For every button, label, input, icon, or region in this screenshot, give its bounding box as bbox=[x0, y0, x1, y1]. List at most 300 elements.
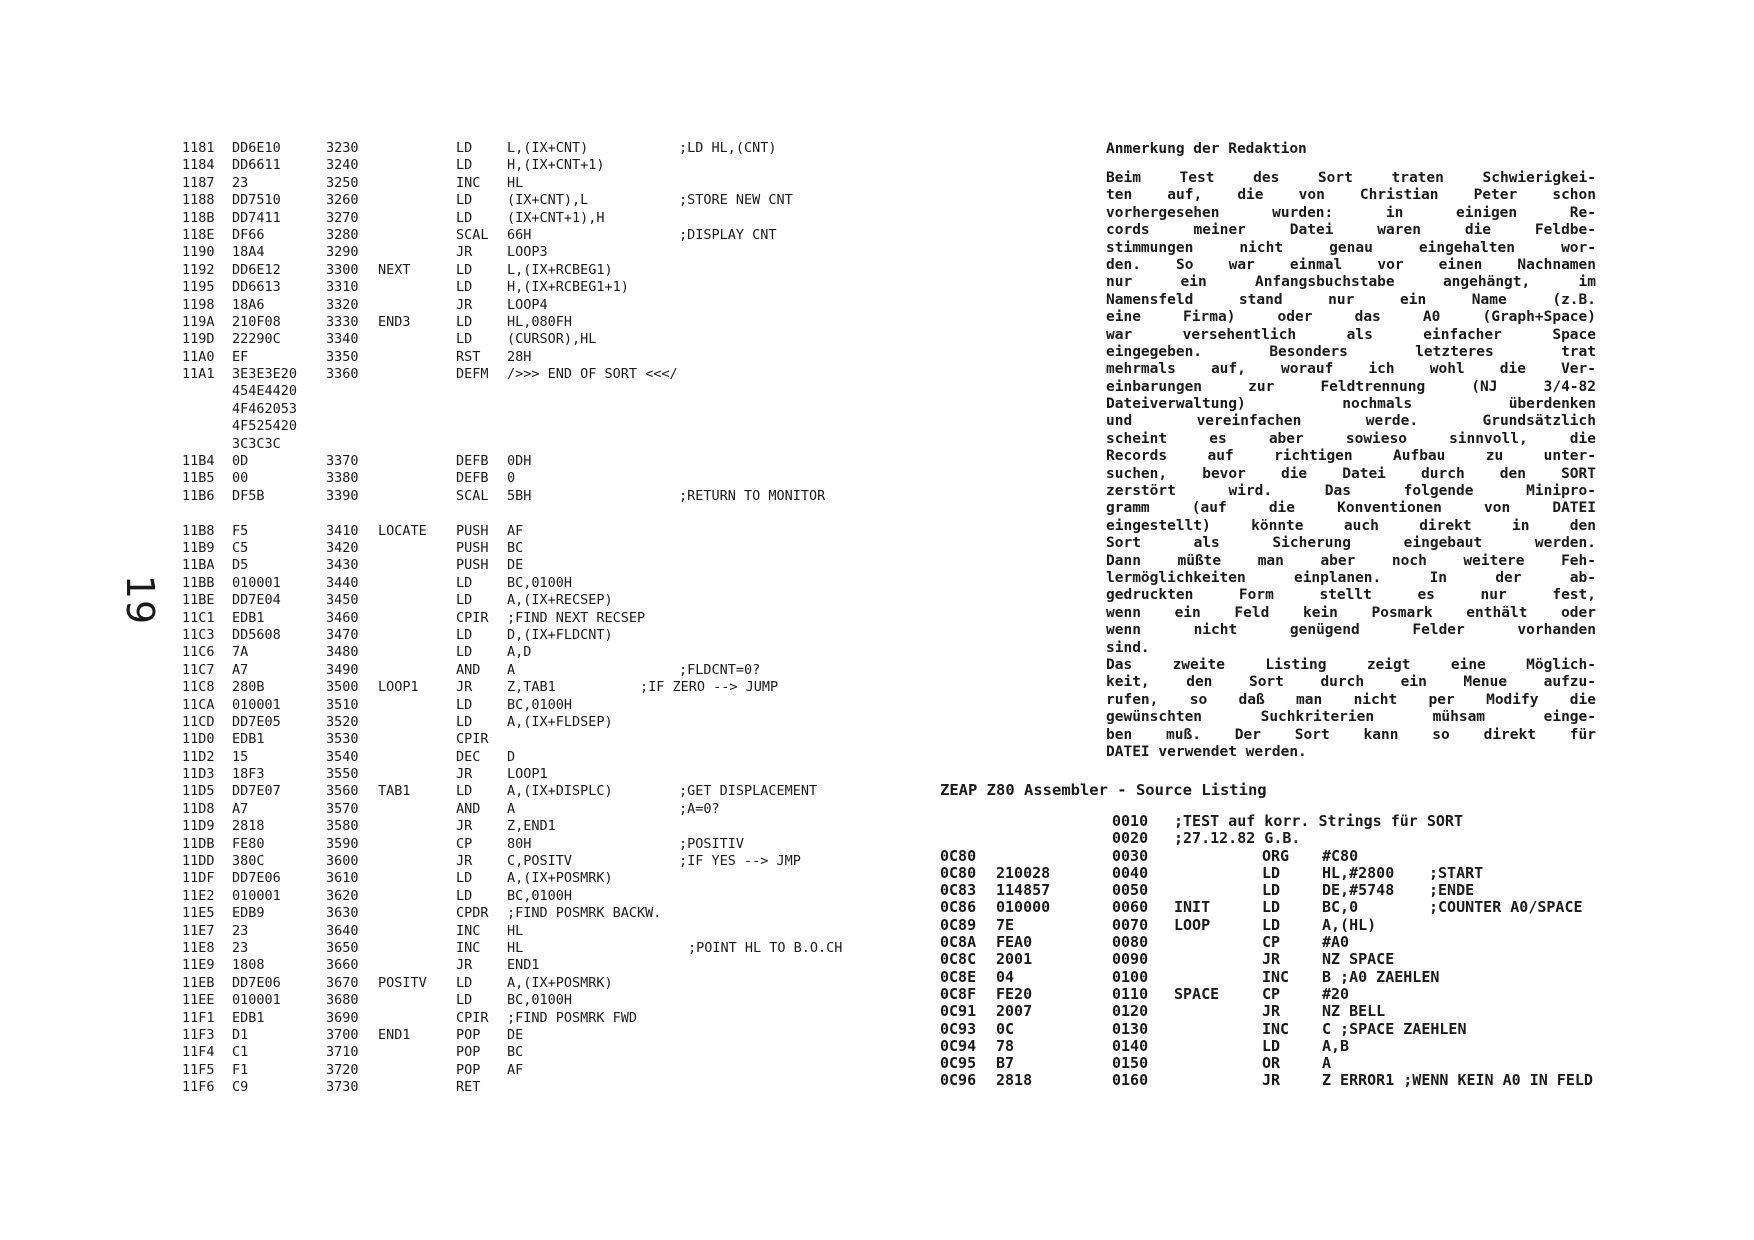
listing-addr: 11D2 bbox=[182, 748, 215, 765]
listing-arg: H,(IX+CNT+1) bbox=[507, 157, 605, 174]
listing-hex: 23 bbox=[232, 939, 249, 956]
listing-row bbox=[182, 1027, 942, 1044]
listing-hex: DD6E10 bbox=[232, 140, 281, 156]
listing-hex: C5 bbox=[232, 539, 249, 556]
zeap-addr: 0C8F bbox=[940, 984, 977, 1003]
listing-arg: A,(IX+DISPLC) bbox=[507, 783, 613, 800]
editorial-note bbox=[1106, 138, 1596, 761]
listing-arg: D bbox=[507, 748, 516, 765]
zeap-line: 0020 bbox=[1112, 829, 1149, 848]
zeap-label: SPACE bbox=[1174, 984, 1220, 1003]
listing-row bbox=[182, 210, 942, 227]
listing-row bbox=[182, 349, 942, 366]
listing-line: 3500 bbox=[326, 679, 359, 696]
listing-addr: 1190 bbox=[182, 244, 215, 261]
listing-addr: 11D3 bbox=[182, 766, 215, 783]
listing-row bbox=[182, 401, 942, 418]
listing-line: 3480 bbox=[326, 644, 359, 661]
zeap-hex: 2818 bbox=[996, 1071, 1033, 1090]
note-line: ten auf, die von Christian Peter schon bbox=[1106, 187, 1596, 204]
note-line: gedruckten Form stellt es nur fest, bbox=[1106, 587, 1596, 604]
listing-line: 3540 bbox=[326, 748, 359, 765]
listing-arg: 80H bbox=[507, 835, 532, 852]
listing-row bbox=[182, 575, 942, 592]
listing-hex: 3C3C3C bbox=[232, 435, 281, 452]
listing-addr: 11B4 bbox=[182, 453, 215, 470]
zeap-row bbox=[940, 1003, 1720, 1020]
listing-row bbox=[182, 783, 942, 800]
listing-arg: HL bbox=[507, 174, 524, 191]
listing-op: POP bbox=[456, 1026, 481, 1043]
listing-row bbox=[182, 697, 942, 714]
note-line: wenn nicht genügend Felder vorhanden bbox=[1106, 622, 1596, 639]
listing-addr: 11B5 bbox=[182, 470, 215, 487]
listing-row bbox=[182, 836, 942, 853]
zeap-arg: ;TEST auf korr. Strings für SORT bbox=[1174, 812, 1463, 830]
listing-row bbox=[182, 470, 942, 487]
listing-line: 3260 bbox=[326, 192, 359, 209]
note-line: scheint es aber sowieso sinnvoll, die bbox=[1106, 430, 1596, 447]
listing-arg: BC,0100H bbox=[507, 574, 573, 591]
zeap-hex: 2001 bbox=[996, 950, 1033, 969]
listing-op: LD bbox=[456, 626, 473, 643]
zeap-hex: 210028 bbox=[996, 863, 1051, 882]
listing-line: 3390 bbox=[326, 487, 359, 504]
listing-line: 3720 bbox=[326, 1061, 359, 1078]
listing-addr: 11F1 bbox=[182, 1009, 215, 1026]
listing-line: 3560 bbox=[326, 783, 359, 800]
listing-op: DEFB bbox=[456, 470, 489, 487]
zeap-hex: 78 bbox=[996, 1036, 1015, 1055]
listing-row bbox=[182, 592, 942, 609]
listing-row bbox=[182, 1010, 942, 1027]
note-line: eingegeben. Besonders letzteres trat bbox=[1106, 343, 1596, 360]
listing-op: LD bbox=[456, 574, 473, 591]
note-title: Anmerkung der Redaktion bbox=[1106, 141, 1307, 157]
listing-line: 3690 bbox=[326, 1009, 359, 1026]
zeap-arg: A bbox=[1322, 1054, 1332, 1073]
listing-label: NEXT bbox=[378, 261, 411, 278]
listing-arg: 66H bbox=[507, 226, 532, 243]
assembler-listing-left bbox=[182, 140, 942, 1096]
zeap-arg: #20 bbox=[1322, 984, 1350, 1003]
listing-row bbox=[182, 714, 942, 731]
listing-line: 3460 bbox=[326, 609, 359, 626]
zeap-arg: C ;SPACE ZAEHLEN bbox=[1322, 1019, 1467, 1038]
listing-hex: 1808 bbox=[232, 957, 265, 974]
listing-line: 3520 bbox=[326, 713, 359, 730]
listing-addr: 11BB bbox=[182, 574, 215, 591]
zeap-row bbox=[940, 1055, 1720, 1072]
listing-hex: EDB1 bbox=[232, 731, 265, 748]
listing-op: POP bbox=[456, 1061, 481, 1078]
zeap-arg: Z ERROR1 ;WENN KEIN A0 IN FELD bbox=[1322, 1071, 1593, 1090]
note-line: Beim Test des Sort traten Schwierigkei- bbox=[1106, 170, 1596, 186]
note-line: zerstört wird. Das folgende Minipro- bbox=[1106, 483, 1596, 500]
listing-label: END3 bbox=[378, 313, 411, 330]
note-line: stimmungen nicht genau eingehalten wor- bbox=[1106, 239, 1596, 256]
zeap-line: 0100 bbox=[1112, 967, 1149, 986]
zeap-op: LD bbox=[1262, 881, 1281, 900]
listing-row bbox=[182, 331, 942, 348]
listing-op: SCAL bbox=[456, 226, 489, 243]
listing-arg: LOOP1 bbox=[507, 766, 548, 783]
listing-op: INC bbox=[456, 922, 481, 939]
listing-row bbox=[182, 992, 942, 1009]
listing-line: 3510 bbox=[326, 696, 359, 713]
listing-line: 3350 bbox=[326, 348, 359, 365]
listing-hex: 00 bbox=[232, 470, 249, 487]
listing-row bbox=[182, 888, 942, 905]
listing-hex: 010001 bbox=[232, 887, 281, 904]
listing-op: LD bbox=[456, 279, 473, 296]
listing-op: JR bbox=[456, 818, 473, 835]
note-line: ben muß. Der Sort kann so direkt für bbox=[1106, 726, 1596, 743]
listing-row bbox=[182, 540, 942, 557]
listing-row bbox=[182, 453, 942, 470]
zeap-line: 0060 bbox=[1112, 898, 1149, 917]
listing-addr: 1195 bbox=[182, 279, 215, 296]
zeap-addr: 0C86 bbox=[940, 898, 977, 917]
listing-hex: 2818 bbox=[232, 818, 265, 835]
listing-hex: C1 bbox=[232, 1044, 249, 1061]
zeap-op: ORG bbox=[1262, 846, 1290, 865]
listing-addr: 11C7 bbox=[182, 661, 215, 678]
listing-arg: Z,END1 bbox=[507, 818, 556, 835]
zeap-comment: ;START bbox=[1429, 863, 1484, 882]
zeap-op: JR bbox=[1262, 1002, 1281, 1021]
listing-addr: 11B6 bbox=[182, 487, 215, 504]
listing-op: LD bbox=[456, 192, 473, 209]
listing-addr: 1187 bbox=[182, 174, 215, 191]
listing-op: LD bbox=[456, 209, 473, 226]
listing-comment: ;FLDCNT=0? bbox=[679, 661, 761, 678]
listing-line: 3380 bbox=[326, 470, 359, 487]
listing-row bbox=[182, 749, 942, 766]
zeap-arg: A,(HL) bbox=[1322, 915, 1377, 934]
zeap-hex: 010000 bbox=[996, 898, 1051, 917]
listing-op: SCAL bbox=[456, 487, 489, 504]
zeap-line: 0140 bbox=[1112, 1036, 1149, 1055]
listing-comment: ;POSITIV bbox=[679, 835, 745, 852]
listing-arg: AF bbox=[507, 522, 524, 539]
listing-arg: 28H bbox=[507, 348, 532, 365]
listing-op: LD bbox=[456, 713, 473, 730]
listing-addr: 11A1 bbox=[182, 366, 215, 383]
listing-row bbox=[182, 679, 942, 696]
listing-line: 3320 bbox=[326, 296, 359, 313]
listing-line: 3300 bbox=[326, 261, 359, 278]
listing-row bbox=[182, 801, 942, 818]
listing-hex: 280B bbox=[232, 679, 265, 696]
note-line: Das zweite Listing zeigt eine Möglich- bbox=[1106, 656, 1596, 673]
listing-arg: A,(IX+RECSEP) bbox=[507, 592, 613, 609]
listing-addr: 11EE bbox=[182, 992, 215, 1009]
listing-addr: 11EB bbox=[182, 974, 215, 991]
listing-hex: 454E4420 bbox=[232, 383, 298, 400]
listing-op: LD bbox=[456, 140, 473, 156]
listing-hex: A7 bbox=[232, 661, 249, 678]
zeap-line: 0070 bbox=[1112, 915, 1149, 934]
zeap-addr: 0C80 bbox=[940, 863, 977, 882]
listing-op: PUSH bbox=[456, 557, 489, 574]
listing-row bbox=[182, 505, 942, 522]
zeap-line: 0130 bbox=[1112, 1019, 1149, 1038]
listing-arg: HL,080FH bbox=[507, 313, 573, 330]
listing-row bbox=[182, 662, 942, 679]
zeap-arg: A,B bbox=[1322, 1036, 1350, 1055]
listing-row bbox=[182, 227, 942, 244]
listing-hex: DD7E07 bbox=[232, 783, 281, 800]
listing-line: 3570 bbox=[326, 800, 359, 817]
listing-arg: Z,TAB1 bbox=[507, 679, 556, 696]
listing-line: 3580 bbox=[326, 818, 359, 835]
listing-hex: DD7E06 bbox=[232, 974, 281, 991]
listing-op: LD bbox=[456, 157, 473, 174]
listing-line: 3650 bbox=[326, 939, 359, 956]
page-number: 19 bbox=[118, 574, 163, 626]
listing-hex: 010001 bbox=[232, 696, 281, 713]
listing-op: JR bbox=[456, 957, 473, 974]
note-line: keit, den Sort durch ein Menue aufzu- bbox=[1106, 674, 1596, 691]
listing-hex: 3E3E3E20 bbox=[232, 366, 298, 383]
zeap-hex: 2007 bbox=[996, 1002, 1033, 1021]
zeap-row bbox=[940, 986, 1720, 1003]
listing-addr: 11D0 bbox=[182, 731, 215, 748]
listing-op: JR bbox=[456, 244, 473, 261]
listing-comment: ;A=0? bbox=[679, 800, 720, 817]
listing-addr: 11C8 bbox=[182, 679, 215, 696]
zeap-line: 0160 bbox=[1112, 1071, 1149, 1090]
listing-line: 3670 bbox=[326, 974, 359, 991]
zeap-hex: 0C bbox=[996, 1019, 1015, 1038]
listing-arg: />>> END OF SORT <<</ bbox=[507, 366, 678, 383]
listing-arg: 0 bbox=[507, 470, 516, 487]
listing-hex: DD6611 bbox=[232, 157, 281, 174]
listing-row bbox=[182, 1044, 942, 1061]
listing-op: LD bbox=[456, 870, 473, 887]
listing-row bbox=[182, 975, 942, 992]
listing-row bbox=[182, 175, 942, 192]
listing-addr: 118B bbox=[182, 209, 215, 226]
listing-row bbox=[182, 610, 942, 627]
listing-line: 3450 bbox=[326, 592, 359, 609]
listing-line: 3360 bbox=[326, 366, 359, 383]
listing-addr: 11E5 bbox=[182, 905, 215, 922]
note-line: und vereinfachen werde. Grundsätzlich bbox=[1106, 413, 1596, 430]
listing-hex: 18A4 bbox=[232, 244, 265, 261]
listing-op: LD bbox=[456, 313, 473, 330]
note-body bbox=[1106, 170, 1596, 761]
listing-line: 3370 bbox=[326, 453, 359, 470]
zeap-op: LD bbox=[1262, 898, 1281, 917]
listing-hex: DD5608 bbox=[232, 626, 281, 643]
listing-addr: 118E bbox=[182, 226, 215, 243]
zeap-hex: FEA0 bbox=[996, 933, 1033, 952]
listing-line: 3230 bbox=[326, 140, 359, 156]
zeap-row bbox=[940, 899, 1720, 916]
zeap-op: LD bbox=[1262, 1036, 1281, 1055]
listing-row bbox=[182, 314, 942, 331]
zeap-row bbox=[940, 1038, 1720, 1055]
listing-hex: F5 bbox=[232, 522, 249, 539]
listing-row bbox=[182, 853, 942, 870]
listing-hex: 210F08 bbox=[232, 313, 281, 330]
listing-line: 3730 bbox=[326, 1079, 359, 1096]
listing-hex: DD7E06 bbox=[232, 870, 281, 887]
zeap-row bbox=[940, 865, 1720, 882]
zeap-arg: B ;A0 ZAEHLEN bbox=[1322, 967, 1440, 986]
listing-hex: 18A6 bbox=[232, 296, 265, 313]
listing-op: DEFM bbox=[456, 366, 489, 383]
listing-hex: 010001 bbox=[232, 574, 281, 591]
listing-row bbox=[182, 523, 942, 540]
listing-addr: 11A0 bbox=[182, 348, 215, 365]
listing-op: LD bbox=[456, 887, 473, 904]
zeap-arg: #A0 bbox=[1322, 933, 1350, 952]
listing-hex: 15 bbox=[232, 748, 249, 765]
listing-line: 3590 bbox=[326, 835, 359, 852]
listing-op: POP bbox=[456, 1044, 481, 1061]
listing-arg: A,(IX+POSMRK) bbox=[507, 870, 613, 887]
listing-line: 3430 bbox=[326, 557, 359, 574]
listing-hex: EDB9 bbox=[232, 905, 265, 922]
listing-addr: 1188 bbox=[182, 192, 215, 209]
zeap-addr: 0C8E bbox=[940, 967, 977, 986]
listing-addr: 11C1 bbox=[182, 609, 215, 626]
zeap-addr: 0C8C bbox=[940, 950, 977, 969]
listing-line: 3630 bbox=[326, 905, 359, 922]
note-line: gramm (auf die Konventionen von DATEI bbox=[1106, 500, 1596, 517]
listing-line: 3610 bbox=[326, 870, 359, 887]
listing-arg: DE bbox=[507, 1026, 524, 1043]
listing-arg: A,(IX+POSMRK) bbox=[507, 974, 613, 991]
listing-arg: BC,0100H bbox=[507, 696, 573, 713]
listing-arg: A,D bbox=[507, 644, 532, 661]
listing-hex: 010001 bbox=[232, 992, 281, 1009]
listing-arg: LOOP4 bbox=[507, 296, 548, 313]
zeap-hex: 7E bbox=[996, 915, 1015, 934]
zeap-line: 0040 bbox=[1112, 863, 1149, 882]
listing-line: 3700 bbox=[326, 1026, 359, 1043]
zeap-op: OR bbox=[1262, 1054, 1281, 1073]
listing-hex: 23 bbox=[232, 922, 249, 939]
zeap-hex: 114857 bbox=[996, 881, 1051, 900]
listing-row bbox=[182, 1079, 942, 1096]
listing-hex: DD7411 bbox=[232, 209, 281, 226]
note-line: gewünschten Suchkriterien mühsam einge- bbox=[1106, 709, 1596, 726]
note-line: rufen, so daß man nicht per Modify die bbox=[1106, 691, 1596, 708]
zeap-arg: NZ SPACE bbox=[1322, 950, 1395, 969]
zeap-body bbox=[940, 813, 1720, 1090]
listing-op: CPIR bbox=[456, 1009, 489, 1026]
zeap-op: CP bbox=[1262, 933, 1281, 952]
listing-addr: 11F3 bbox=[182, 1026, 215, 1043]
note-line: Sort als Sicherung eingebaut werden. bbox=[1106, 535, 1596, 552]
listing-addr: 11C6 bbox=[182, 644, 215, 661]
listing-line: 3660 bbox=[326, 957, 359, 974]
listing-hex: EDB1 bbox=[232, 1009, 265, 1026]
zeap-label: LOOP bbox=[1174, 915, 1211, 934]
zeap-line: 0150 bbox=[1112, 1054, 1149, 1073]
listing-row bbox=[182, 940, 942, 957]
listing-addr: 11BE bbox=[182, 592, 215, 609]
listing-op: LD bbox=[456, 696, 473, 713]
listing-row bbox=[182, 192, 942, 209]
listing-row bbox=[182, 818, 942, 835]
zeap-row bbox=[940, 917, 1720, 934]
listing-arg: 0DH bbox=[507, 453, 532, 470]
zeap-addr: 0C83 bbox=[940, 881, 977, 900]
listing-arg: L,(IX+CNT) bbox=[507, 140, 589, 156]
listing-hex: DD7510 bbox=[232, 192, 281, 209]
listing-addr: 1198 bbox=[182, 296, 215, 313]
listing-hex: D1 bbox=[232, 1026, 249, 1043]
listing-addr: 11B9 bbox=[182, 539, 215, 556]
note-line: cords meiner Datei waren die Feldbe- bbox=[1106, 222, 1596, 239]
listing-line: 3620 bbox=[326, 887, 359, 904]
listing-line: 3640 bbox=[326, 922, 359, 939]
note-line: Records auf richtigen Aufbau zu unter- bbox=[1106, 448, 1596, 465]
note-line: einbarungen zur Feldtrennung (NJ 3/4-82 bbox=[1106, 378, 1596, 395]
listing-hex: 380C bbox=[232, 853, 265, 870]
zeap-op: INC bbox=[1262, 967, 1290, 986]
listing-row bbox=[182, 157, 942, 174]
zeap-op: INC bbox=[1262, 1019, 1290, 1038]
listing-addr: 11F5 bbox=[182, 1061, 215, 1078]
listing-op: LD bbox=[456, 783, 473, 800]
listing-op: AND bbox=[456, 661, 481, 678]
listing-row bbox=[182, 731, 942, 748]
listing-op: JR bbox=[456, 679, 473, 696]
listing-hex: 22290C bbox=[232, 331, 281, 348]
listing-comment: ;STORE NEW CNT bbox=[679, 192, 793, 209]
zeap-comment: ;COUNTER A0/SPACE bbox=[1429, 898, 1583, 917]
zeap-row bbox=[940, 1021, 1720, 1038]
listing-addr: 11D5 bbox=[182, 783, 215, 800]
zeap-arg: ;27.12.82 G.B. bbox=[1174, 829, 1301, 848]
zeap-comment: ;ENDE bbox=[1429, 881, 1475, 900]
note-line: sind. bbox=[1106, 639, 1150, 656]
listing-arg: ;FIND POSMRK FWD bbox=[507, 1009, 638, 1026]
listing-op: RET bbox=[456, 1079, 481, 1096]
listing-label: LOOP1 bbox=[378, 679, 419, 696]
zeap-op: CP bbox=[1262, 984, 1281, 1003]
listing-op: CPIR bbox=[456, 731, 489, 748]
note-line: vorhergesehen wurden: in einigen Re- bbox=[1106, 204, 1596, 221]
zeap-addr: 0C8A bbox=[940, 933, 977, 952]
zeap-arg: NZ BELL bbox=[1322, 1002, 1386, 1021]
listing-arg: BC bbox=[507, 539, 524, 556]
listing-addr: 11E7 bbox=[182, 922, 215, 939]
listing-label: LOCATE bbox=[378, 522, 427, 539]
zeap-row bbox=[940, 848, 1720, 865]
listing-label: END1 bbox=[378, 1026, 411, 1043]
listing-op: RST bbox=[456, 348, 481, 365]
note-line: war versehentlich als einfacher Space bbox=[1106, 326, 1596, 343]
listing-addr: 11DD bbox=[182, 853, 215, 870]
listing-op: LD bbox=[456, 644, 473, 661]
listing-row bbox=[182, 905, 942, 922]
listing-arg: A,(IX+FLDSEP) bbox=[507, 713, 613, 730]
listing-line: 3330 bbox=[326, 313, 359, 330]
listing-arg: HL bbox=[507, 939, 524, 956]
listing-arg: H,(IX+RCBEG1+1) bbox=[507, 279, 629, 296]
listing-row bbox=[182, 244, 942, 261]
listing-addr: 11D9 bbox=[182, 818, 215, 835]
listing-arg: END1 bbox=[507, 957, 540, 974]
listing-addr: 1192 bbox=[182, 261, 215, 278]
